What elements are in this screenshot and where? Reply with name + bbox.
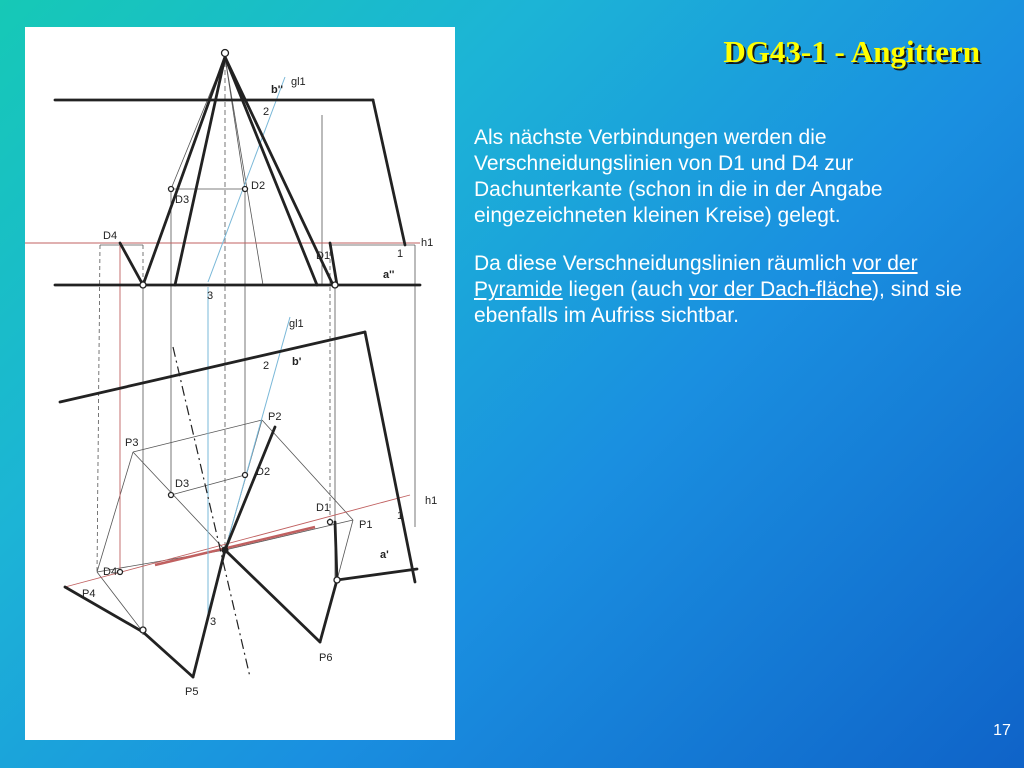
underline-vor-der-dachflaeche: vor der Dach-fläche [688, 278, 873, 301]
label-p3: P3 [125, 437, 139, 449]
paragraph-2-part-1: Da diese Verschneidungslinien räumlich [474, 252, 853, 275]
label-p6: P6 [319, 652, 333, 664]
center-point [222, 547, 229, 554]
label-d3-top: D3 [175, 194, 190, 206]
paragraph-2-part-3: ), sind sie ebenfalls im Aufriss sichtbar. [474, 278, 962, 327]
point-markers [118, 50, 341, 634]
label-h1-bottom: h1 [425, 495, 438, 507]
drawing-panel [25, 27, 455, 740]
label-1-bottom: 1 [397, 510, 404, 522]
label-2-bottom: 2 [263, 360, 270, 372]
label-1-top: 1 [397, 248, 404, 260]
label-p5: P5 [185, 686, 199, 698]
body-text [474, 125, 984, 351]
label-3-top: 3 [207, 290, 214, 302]
slide-title: DG43-1 - Angittern [723, 34, 980, 69]
label-b-prime: b' [292, 356, 302, 368]
label-d1-top: D1 [316, 250, 331, 262]
label-d2-top: D2 [251, 180, 266, 192]
label-d2-bottom: D2 [256, 466, 271, 478]
label-b-double-prime: b'' [271, 84, 283, 96]
thick-lines [55, 57, 420, 677]
label-p1: P1 [359, 519, 373, 531]
page-number: 17 [993, 722, 1011, 739]
paragraph-2 [474, 251, 984, 329]
label-d4-top: D4 [103, 230, 118, 242]
label-d3-bottom: D3 [175, 478, 190, 490]
label-a-double-prime: a'' [383, 269, 395, 281]
label-gl1-top: gl1 [291, 76, 306, 88]
label-h1-top: h1 [421, 237, 434, 249]
label-a-prime: a' [380, 549, 389, 561]
label-d4-bottom: D4 [103, 566, 118, 578]
label-gl1-bottom: gl1 [289, 318, 304, 330]
paragraph-2-part-2: liegen (auch [562, 278, 689, 301]
label-p4: P4 [82, 588, 96, 600]
red-lines [25, 243, 420, 587]
label-d1-bottom: D1 [316, 502, 331, 514]
label-2-top: 2 [263, 106, 270, 118]
paragraph-1: Als nächste Verbindungen werden die Verschneidungslinien von D1 und D4 zur Dachunterkante (schon in die in der Angabe eingezeichneten kleinen Kreise) gelegt. [474, 126, 883, 227]
underline-vor-der-pyramide: vor der Pyramide [474, 252, 918, 301]
label-3-bottom: 3 [210, 616, 217, 628]
label-p2: P2 [268, 411, 282, 423]
construction-diagram [25, 27, 455, 740]
